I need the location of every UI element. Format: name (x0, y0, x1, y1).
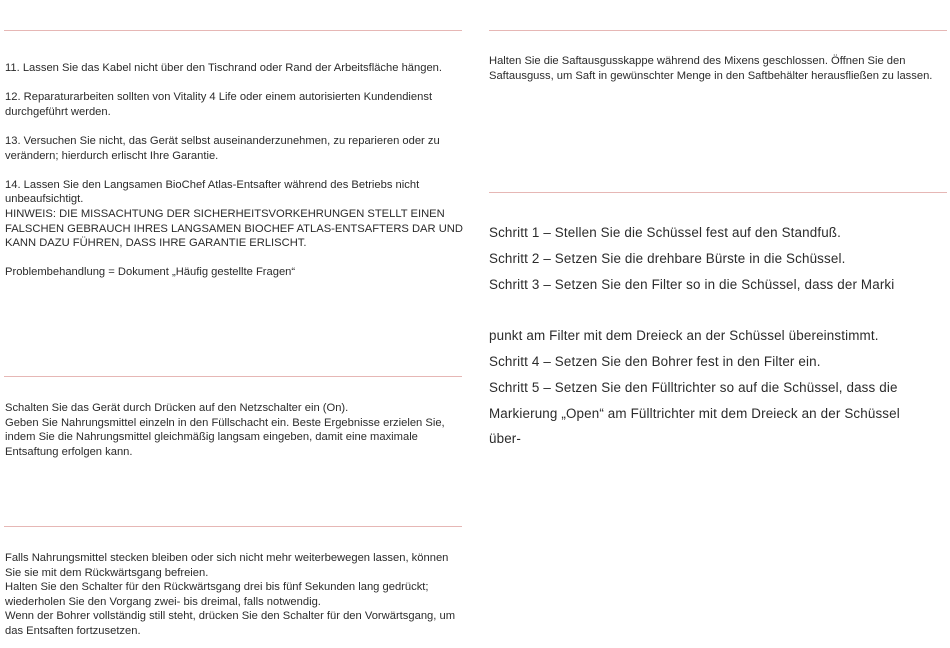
safety-item-14: 14. Lassen Sie den Langsamen BioChef Atlas-Entsafter während des Betriebs nicht unbeaufsichtigt. (5, 178, 420, 206)
safety-item-13: 13. Versuchen Sie nicht, das Gerät selbst auseinanderzunehmen, zu reparieren oder zu verändern; hierdurch erlischt Ihre Garantie. (5, 134, 440, 162)
divider-left-top (4, 30, 462, 31)
safety-note: HINWEIS: DIE MISSACHTUNG DER SICHERHEITSVORKEHRUNGEN STELLT EINEN FALSCHEN GEBRAUCH IHRES LANGSAMEN BIOCHEF ATLAS-ENTSAFTERS DAR UND KANN DAZU FÜHREN, DASS IHRE GARANTIE ERLISCHT. (5, 207, 463, 250)
assembly-step-3: Schritt 3 – Setzen Sie den Filter so in die Schüssel, dass der Marki (489, 276, 895, 292)
assembly-steps (489, 220, 949, 452)
reverse-instructions (5, 551, 460, 639)
troubleshooting-reference: Problembehandlung = Dokument „Häufig gestellte Fragen“ (5, 266, 296, 279)
divider-left-bottom (4, 526, 462, 527)
reverse-line-3: Wenn der Bohrer vollständig still steht, drücken Sie den Schalter für den Vorwärtsgang, um das Entsaften fortzusetzen. (5, 610, 456, 637)
operation-instructions (5, 401, 465, 459)
safety-item-11: 11. Lassen Sie das Kabel nicht über den Tischrand oder Rand der Arbeitsfläche hängen. (5, 62, 443, 74)
operation-line-1: Schalten Sie das Gerät durch Drücken auf den Netzschalter ein (On). (5, 402, 349, 414)
divider-right-middle (489, 192, 947, 193)
reverse-line-2: Halten Sie den Schalter für den Rückwärtsgang drei bis fünf Sekunden lang gedrückt; wiederholen Sie den Vorgang zwei- bis dreimal, falls notwendig. (5, 581, 429, 608)
assembly-step-1: Schritt 1 – Stellen Sie die Schüssel fest auf den Standfuß. (489, 225, 841, 240)
juice-spout-text: Halten Sie die Saftausgusskappe während des Mixens geschlossen. Öffnen Sie den Saftausguss, um Saft in gewünschter Menge in den Saftbehälter herausfließen zu lassen. (489, 55, 933, 82)
step-spacer (489, 297, 949, 323)
assembly-step-3-continued: punkt am Filter mit dem Dreieck an der Schüssel übereinstimmt. (489, 328, 879, 344)
assembly-step-4: Schritt 4 – Setzen Sie den Bohrer fest in den Filter ein. (489, 353, 821, 369)
assembly-step-2: Schritt 2 – Setzen Sie die drehbare Bürste in die Schüssel. (489, 250, 846, 266)
divider-right-top (489, 30, 947, 31)
assembly-step-5-continued: Markierung „Open“ am Fülltrichter mit dem Dreieck an der Schüssel (489, 405, 900, 421)
safety-instructions (5, 61, 465, 280)
operation-line-2: Geben Sie Nahrungsmittel einzeln in den Füllschacht ein. Beste Ergebnisse erzielen Sie, indem Sie die Nahrungsmittel gleichmäßig langsam eingeben, damit eine maximale Entsaftung erfolgen kann. (5, 416, 445, 458)
divider-left-middle (4, 376, 462, 377)
assembly-step-5-end: über- (489, 431, 522, 447)
safety-item-12: 12. Reparaturarbeiten sollten von Vitality 4 Life oder einem autorisierten Kundendienst durchgeführt werden. (5, 91, 433, 118)
juice-spout-instructions (489, 54, 950, 83)
reverse-line-1: Falls Nahrungsmittel stecken bleiben oder sich nicht mehr weiterbewegen lassen, können Sie sie mit dem Rückwärtsgang befreien. (5, 552, 449, 579)
assembly-step-5: Schritt 5 – Setzen Sie den Fülltrichter so auf die Schüssel, dass die (489, 379, 898, 395)
